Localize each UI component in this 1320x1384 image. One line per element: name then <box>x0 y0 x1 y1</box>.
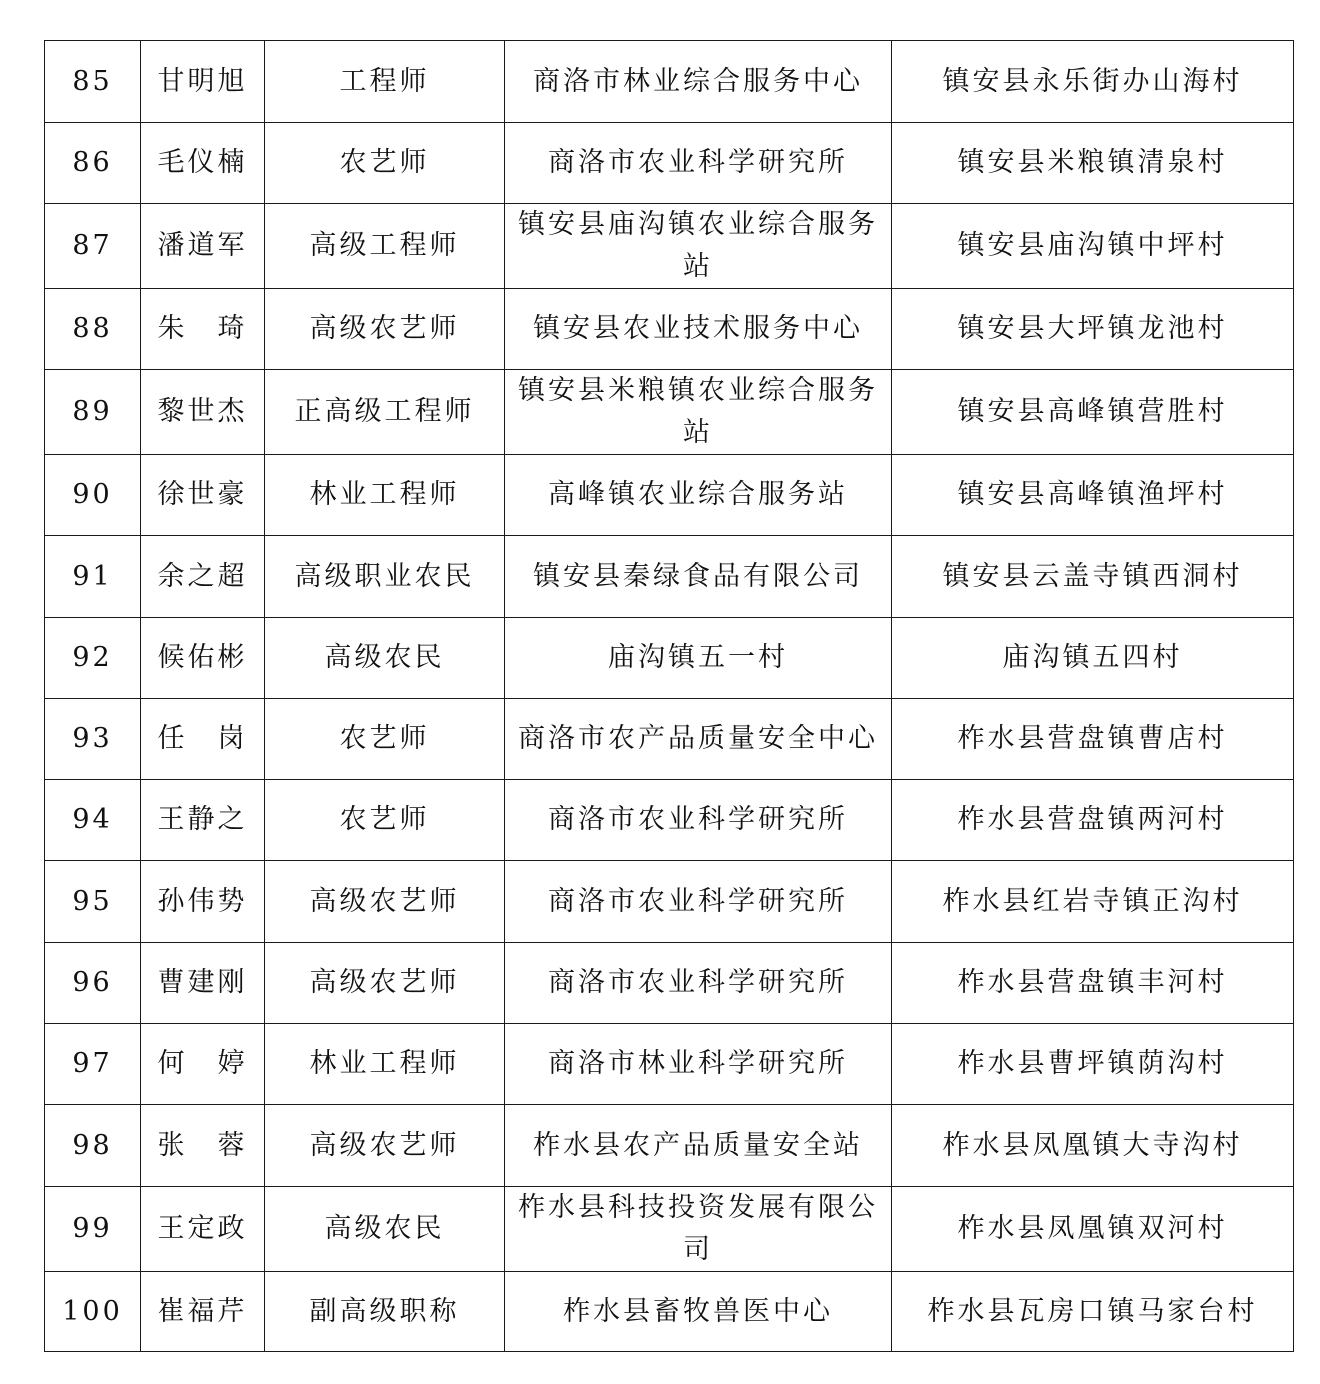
work-unit: 商洛市农业科学研究所 <box>505 780 892 861</box>
person-name: 张 蓉 <box>141 1105 265 1187</box>
work-unit: 高峰镇农业综合服务站 <box>505 455 892 536</box>
assigned-village: 镇安县大坪镇龙池村 <box>892 289 1294 370</box>
person-name: 王静之 <box>141 780 265 861</box>
assigned-village: 柞水县曹坪镇荫沟村 <box>892 1024 1294 1105</box>
assigned-village: 镇安县高峰镇营胜村 <box>892 370 1294 455</box>
professional-title: 高级农民 <box>265 618 505 699</box>
person-name: 徐世豪 <box>141 455 265 536</box>
person-name: 何 婷 <box>141 1024 265 1105</box>
work-unit: 柞水县科技投资发展有限公司 <box>505 1187 892 1272</box>
professional-title: 高级农艺师 <box>265 1105 505 1187</box>
row-number: 94 <box>45 780 141 861</box>
table-row <box>45 618 1294 699</box>
work-unit: 商洛市农业科学研究所 <box>505 861 892 943</box>
row-number: 89 <box>45 370 141 455</box>
work-unit: 镇安县农业技术服务中心 <box>505 289 892 370</box>
table-row <box>45 204 1294 289</box>
table-row <box>45 123 1294 204</box>
table-row <box>45 861 1294 943</box>
row-number: 98 <box>45 1105 141 1187</box>
work-unit: 庙沟镇五一村 <box>505 618 892 699</box>
professional-title: 高级农艺师 <box>265 289 505 370</box>
professional-title: 高级工程师 <box>265 204 505 289</box>
row-number: 92 <box>45 618 141 699</box>
row-number: 95 <box>45 861 141 943</box>
work-unit: 柞水县畜牧兽医中心 <box>505 1272 892 1352</box>
row-number: 88 <box>45 289 141 370</box>
person-name: 潘道军 <box>141 204 265 289</box>
row-number: 93 <box>45 699 141 780</box>
work-unit: 商洛市林业综合服务中心 <box>505 41 892 123</box>
person-name: 余之超 <box>141 536 265 618</box>
professional-title: 林业工程师 <box>265 455 505 536</box>
table-row <box>45 370 1294 455</box>
work-unit: 镇安县庙沟镇农业综合服务站 <box>505 204 892 289</box>
assigned-village: 镇安县永乐街办山海村 <box>892 41 1294 123</box>
work-unit: 商洛市林业科学研究所 <box>505 1024 892 1105</box>
assigned-village: 镇安县高峰镇渔坪村 <box>892 455 1294 536</box>
professional-title: 农艺师 <box>265 699 505 780</box>
row-number: 86 <box>45 123 141 204</box>
person-name: 孙伟势 <box>141 861 265 943</box>
table-row <box>45 943 1294 1024</box>
assigned-village: 柞水县凤凰镇双河村 <box>892 1187 1294 1272</box>
roster-body <box>45 41 1294 1352</box>
row-number: 99 <box>45 1187 141 1272</box>
person-name: 任 岗 <box>141 699 265 780</box>
work-unit: 柞水县农产品质量安全站 <box>505 1105 892 1187</box>
assigned-village: 柞水县红岩寺镇正沟村 <box>892 861 1294 943</box>
person-name: 崔福芹 <box>141 1272 265 1352</box>
table-row <box>45 780 1294 861</box>
work-unit: 商洛市农产品质量安全中心 <box>505 699 892 780</box>
professional-title: 高级农民 <box>265 1187 505 1272</box>
document-page <box>44 40 1293 1352</box>
professional-title: 正高级工程师 <box>265 370 505 455</box>
work-unit: 镇安县米粮镇农业综合服务站 <box>505 370 892 455</box>
assigned-village: 镇安县庙沟镇中坪村 <box>892 204 1294 289</box>
row-number: 100 <box>45 1272 141 1352</box>
professional-title: 林业工程师 <box>265 1024 505 1105</box>
work-unit: 商洛市农业科学研究所 <box>505 943 892 1024</box>
table-row <box>45 455 1294 536</box>
person-name: 朱 琦 <box>141 289 265 370</box>
professional-title: 高级农艺师 <box>265 861 505 943</box>
table-row <box>45 1105 1294 1187</box>
table-row <box>45 1187 1294 1272</box>
table-row <box>45 41 1294 123</box>
roster-table <box>44 40 1294 1352</box>
table-row <box>45 536 1294 618</box>
assigned-village: 柞水县瓦房口镇马家台村 <box>892 1272 1294 1352</box>
person-name: 王定政 <box>141 1187 265 1272</box>
assigned-village: 庙沟镇五四村 <box>892 618 1294 699</box>
row-number: 85 <box>45 41 141 123</box>
professional-title: 工程师 <box>265 41 505 123</box>
assigned-village: 镇安县米粮镇清泉村 <box>892 123 1294 204</box>
person-name: 候佑彬 <box>141 618 265 699</box>
assigned-village: 柞水县凤凰镇大寺沟村 <box>892 1105 1294 1187</box>
work-unit: 商洛市农业科学研究所 <box>505 123 892 204</box>
professional-title: 农艺师 <box>265 780 505 861</box>
professional-title: 副高级职称 <box>265 1272 505 1352</box>
assigned-village: 镇安县云盖寺镇西洞村 <box>892 536 1294 618</box>
professional-title: 高级职业农民 <box>265 536 505 618</box>
assigned-village: 柞水县营盘镇曹店村 <box>892 699 1294 780</box>
row-number: 97 <box>45 1024 141 1105</box>
person-name: 黎世杰 <box>141 370 265 455</box>
work-unit: 镇安县秦绿食品有限公司 <box>505 536 892 618</box>
person-name: 曹建刚 <box>141 943 265 1024</box>
table-row <box>45 1024 1294 1105</box>
professional-title: 高级农艺师 <box>265 943 505 1024</box>
row-number: 96 <box>45 943 141 1024</box>
table-row <box>45 289 1294 370</box>
professional-title: 农艺师 <box>265 123 505 204</box>
row-number: 87 <box>45 204 141 289</box>
table-row <box>45 699 1294 780</box>
assigned-village: 柞水县营盘镇丰河村 <box>892 943 1294 1024</box>
row-number: 91 <box>45 536 141 618</box>
person-name: 甘明旭 <box>141 41 265 123</box>
table-row <box>45 1272 1294 1352</box>
row-number: 90 <box>45 455 141 536</box>
assigned-village: 柞水县营盘镇两河村 <box>892 780 1294 861</box>
person-name: 毛仪楠 <box>141 123 265 204</box>
